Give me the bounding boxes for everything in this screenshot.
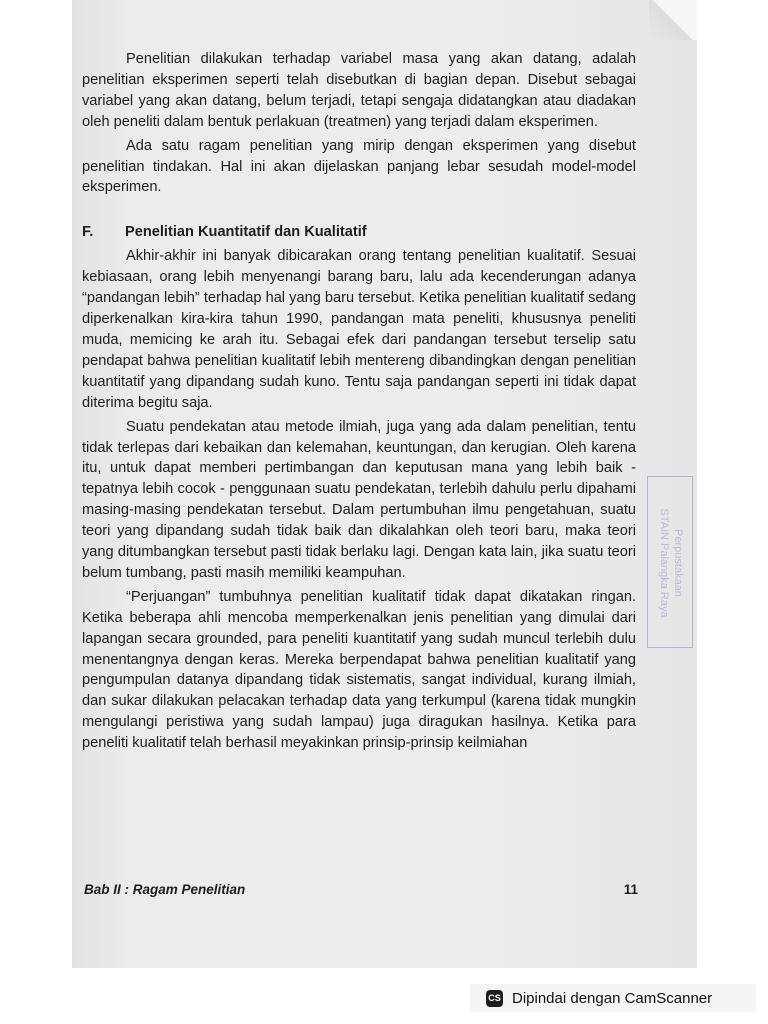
paragraph-variabel-masa-depan: Penelitian dilakukan terhadap variabel masa yang akan datang, adalah penelitian eksperimen seperti telah disebutkan di bagian depan. Disebut sebagai variabel yang akan datang, belum terjadi, tetapi sengaja didatangkan atau diadakan oleh peneliti dalam bentuk perlakuan (treatmen) yang terjadi dalam eksperimen. (82, 51, 636, 130)
paragraph-penelitian-tindakan: Ada satu ragam penelitian yang mirip dengan eksperimen yang disebut penelitian tindakan. Hal ini akan dijelaskan panjang lebar sesudah model-model eksperimen. (82, 137, 636, 196)
page-number: 11 (623, 882, 638, 897)
section-letter: F. (82, 224, 94, 241)
library-stamp (647, 476, 693, 648)
section-heading (82, 222, 636, 242)
footer-chapter: Bab II : Ragam Penelitian (84, 882, 246, 897)
page-content (82, 49, 636, 754)
paragraph-pendekatan-ilmiah: Suatu pendekatan atau metode ilmiah, juga yang ada dalam penelitian, tentu tidak terlepas dari kebaikan dan kelemahan, keuntungan, dan kerugian. Oleh karena itu, untuk dapat memberi pertimbangan dan keputusan mana yang lebih baik - tepatnya lebih cocok - penggunaan suatu pendekatan, terlebih dahulu perlu dipahami masing-masing pendekatan tersebut. Dalam pertumbuhan ilmu pengetahuan, suatu teori yang dipandang sudah tidak baik dan dikalahkan oleh teori baru, maka teori yang ditumbangkan tersebut pasti tidak berlaku lagi. Dengan kata lain, jika suatu teori belum tumbang, pasti masih memiliki keampuhan. (82, 418, 636, 581)
watermark-text: Dipindai dengan CamScanner (512, 989, 713, 1007)
page-fold-corner (649, 0, 697, 40)
paragraph-akhir-akhir: Akhir-akhir ini banyak dibicarakan orang tentang penelitian kualitatif. Sesuai kebiasaan, orang lebih menyenangi barang baru, lalu ada kecenderungan adanya “pandangan lebih” terhadap hal yang baru tersebut. Ketika penelitian kualitatif sedang diperkenalkan kira-kira tahun 1990, pandangan mata peneliti, khususnya peneliti muda, memicing ke arah itu. Sebagai efek dari pandangan tersebut terselip satu pendapat bahwa penelitian kualitatif lebih mentereng dibandingkan dengan penelitian kuantitatif yang dipandang sudah kuno. Tentu saja pandangan seperti ini tidak dapat diterima begitu saja. (82, 248, 636, 411)
section-title: Penelitian Kuantitatif dan Kualitatif (125, 224, 367, 241)
stamp-line-1: Perpustakaan (672, 529, 684, 597)
camscanner-logo-icon: CS (486, 990, 503, 1007)
stamp-line-2: STAIN Palangka Raya (658, 508, 670, 618)
paragraph-perjuangan: “Perjuangan” tumbuhnya penelitian kualitatif tidak dapat dikatakan ringan. Ketika beberapa ahli mencoba memperkenalkan jenis penelitian yang dimulai dari lapangan secara grounded, para peneliti kuantitatif yang sudah muncul terlebih dulu menentangnya dengan keras. Mereka berpendapat bahwa penelitian kualitatif yang pengumpulan datanya dipandang tidak sistematis, sangat individual, kurang ilmiah, dan sukar dilakukan pelacakan terhadap data yang terkumpul (karena tidak mungkin mengulangi peristiwa yang sudah lampau) juga diragukan hasilnya. Ketika para peneliti kualitatif telah berhasil meyakinkan prinsip-prinsip keilmiahan (82, 588, 636, 752)
camscanner-watermark (470, 984, 756, 1012)
library-stamp-text (648, 477, 694, 649)
page-footer (84, 882, 638, 897)
scanned-page (72, 0, 697, 968)
